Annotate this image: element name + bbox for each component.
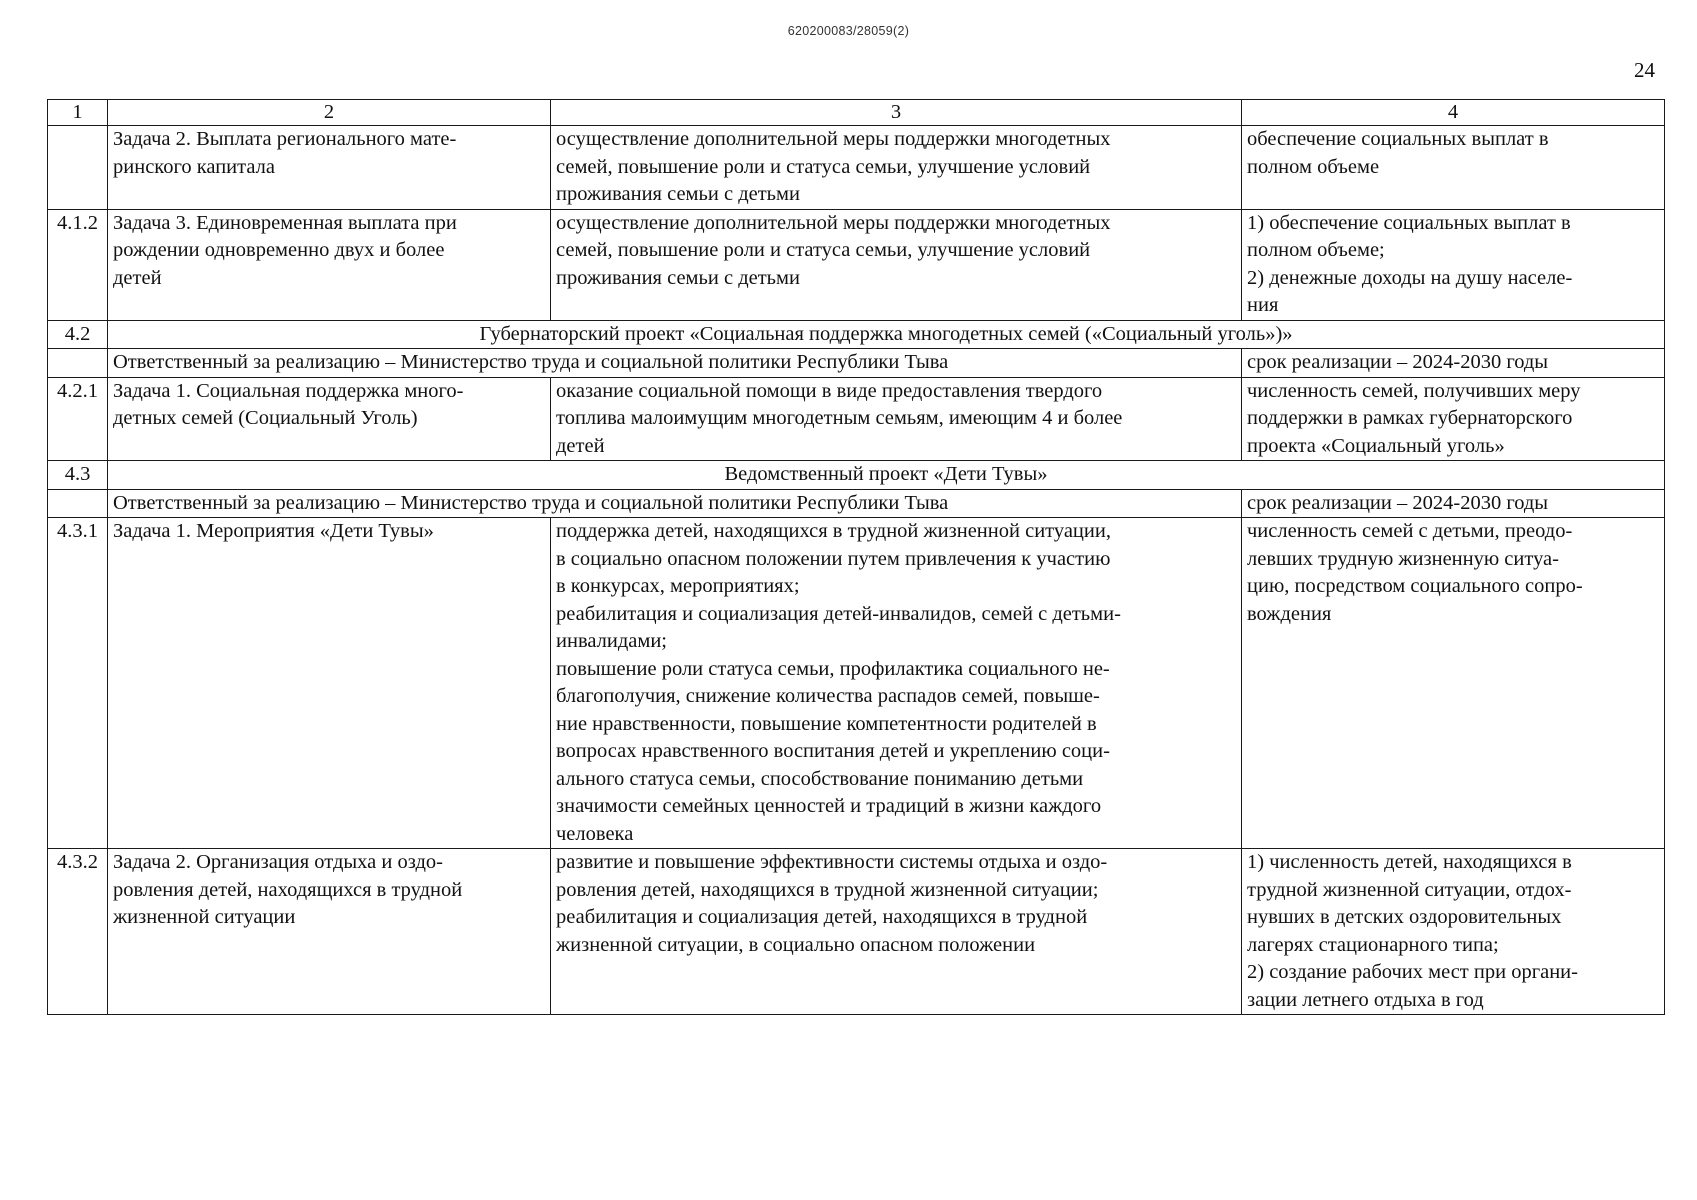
task-cell	[108, 126, 551, 210]
result-line: нувших в детских оздоровительных	[1247, 906, 1562, 928]
result-line: 2) денежные доходы на душу населе-	[1247, 266, 1573, 289]
task-line: ринского капитала	[113, 155, 275, 178]
description-line: осуществление дополнительной меры поддержки многодетных	[556, 211, 1111, 234]
column-number-3: 3	[551, 100, 1242, 126]
term-text: срок реализации – 2024-2030 годы	[1242, 489, 1665, 518]
row-number: 4.1.2	[48, 209, 108, 320]
result-cell	[1242, 377, 1665, 461]
result-line: ния	[1247, 294, 1279, 316]
column-number-4: 4	[1242, 100, 1665, 126]
row-number: 4.3.1	[48, 518, 108, 849]
section-header-row	[48, 320, 1665, 349]
description-line: в социально опасном положении путем привлечения к участию	[556, 547, 1111, 570]
description-line: значимости семейных ценностей и традиций в жизни каждого	[556, 795, 1102, 817]
description-line: поддержка детей, находящихся в трудной жизненной ситуации,	[556, 520, 1111, 542]
result-cell	[1242, 518, 1665, 849]
term-text: срок реализации – 2024-2030 годы	[1242, 349, 1665, 378]
task-line: Задача 3. Единовременная выплата при	[113, 211, 457, 234]
description-line: детей	[556, 434, 605, 457]
column-number-1: 1	[48, 100, 108, 126]
result-line: полном объеме;	[1247, 239, 1385, 261]
result-line: проекта «Социальный уголь»	[1247, 434, 1505, 457]
task-line: Задача 2. Организация отдыха и оздо-	[113, 851, 443, 873]
description-line: жизненной ситуации, в социально опасном положении	[556, 933, 1036, 956]
result-cell	[1242, 209, 1665, 320]
result-line: 2) создание рабочих мест при органи-	[1247, 961, 1578, 983]
result-line: трудной жизненной ситуации, отдох-	[1247, 878, 1572, 901]
task-line: ровления детей, находящихся в трудной	[113, 878, 463, 901]
description-line: ние нравственности, повышение компетентности родителей в	[556, 712, 1097, 735]
task-line: детей	[113, 266, 162, 289]
table-row	[48, 518, 1665, 849]
section-header-row	[48, 461, 1665, 490]
description-line: проживания семьи с детьми	[556, 266, 800, 289]
column-number-row	[48, 100, 1665, 126]
row-number-empty	[48, 489, 108, 518]
description-line: оказание социальной помощи в виде предоставления твердого	[556, 379, 1103, 402]
row-number: 4.3	[48, 461, 108, 490]
description-line: вопросах нравственного воспитания детей и укреплению соци-	[556, 740, 1110, 762]
description-line: семей, повышение роли и статуса семьи, улучшение условий	[556, 239, 1091, 261]
result-line: численность семей с детьми, преодо-	[1247, 520, 1573, 542]
description-cell	[551, 849, 1242, 1015]
description-line: осуществление дополнительной меры поддержки многодетных	[556, 128, 1111, 150]
table-row	[48, 126, 1665, 210]
description-line: топлива малоимущим многодетным семьям, имеющим 4 и более	[556, 407, 1123, 429]
description-line: ровления детей, находящихся в трудной жизненной ситуации;	[556, 878, 1099, 901]
description-cell	[551, 377, 1242, 461]
section-title: Губернаторский проект «Социальная поддержка многодетных семей («Социальный уголь»)»	[108, 320, 1665, 349]
result-line: 1) обеспечение социальных выплат в	[1247, 211, 1571, 234]
task-cell	[108, 377, 551, 461]
description-line: в конкурсах, мероприятиях;	[556, 575, 800, 597]
section-title: Ведомственный проект «Дети Тувы»	[108, 461, 1665, 490]
result-line: лагерях стационарного типа;	[1247, 933, 1499, 956]
description-cell	[551, 518, 1242, 849]
task-line: Задача 1. Социальная поддержка много-	[113, 379, 464, 402]
task-line: жизненной ситуации	[113, 906, 296, 928]
row-number: 4.2.1	[48, 377, 108, 461]
row-number: 4.2	[48, 320, 108, 349]
description-line: семей, повышение роли и статуса семьи, улучшение условий	[556, 155, 1091, 178]
description-line: человека	[556, 822, 634, 845]
result-cell	[1242, 849, 1665, 1015]
responsible-row	[48, 349, 1665, 378]
result-cell	[1242, 126, 1665, 210]
task-line: Задача 1. Мероприятия «Дети Тувы»	[113, 520, 434, 542]
task-line: детных семей (Социальный Уголь)	[113, 407, 418, 429]
task-cell	[108, 849, 551, 1015]
row-number-empty	[48, 349, 108, 378]
description-line: реабилитация и социализация детей, находящихся в трудной	[556, 906, 1088, 928]
result-line: зации летнего отдыха в год	[1247, 988, 1484, 1011]
description-line: проживания семьи с детьми	[556, 183, 800, 205]
result-line: поддержки в рамках губернаторского	[1247, 407, 1573, 429]
page-number: 24	[1634, 58, 1655, 82]
table-row	[48, 209, 1665, 320]
result-line: полном объеме	[1247, 155, 1380, 178]
document-id: 620200083/28059(2)	[787, 24, 910, 38]
task-cell	[108, 209, 551, 320]
result-line: 1) численность детей, находящихся в	[1247, 851, 1572, 873]
description-line: реабилитация и социализация детей-инвалидов, семей с детьми-	[556, 602, 1121, 625]
responsible-text: Ответственный за реализацию – Министерство труда и социальной политики Республики Тыва	[108, 489, 1242, 518]
result-line: обеспечение социальных выплат в	[1247, 128, 1549, 150]
description-line: развитие и повышение эффективности системы отдыха и оздо-	[556, 851, 1108, 873]
row-number	[48, 126, 108, 210]
description-line: благополучия, снижение количества распадов семей, повыше-	[556, 685, 1100, 707]
description-cell	[551, 209, 1242, 320]
task-line: Задача 2. Выплата регионального мате-	[113, 128, 457, 150]
description-line: ального статуса семьи, способствование пониманию детьми	[556, 767, 1084, 790]
responsible-row	[48, 489, 1665, 518]
description-cell	[551, 126, 1242, 210]
row-number: 4.3.2	[48, 849, 108, 1015]
column-number-2: 2	[108, 100, 551, 126]
task-line: рождении одновременно двух и более	[113, 239, 445, 261]
result-line: левших трудную жизненную ситуа-	[1247, 547, 1559, 570]
description-line: повышение роли статуса семьи, профилактика социального не-	[556, 657, 1110, 680]
result-line: вождения	[1247, 602, 1332, 625]
task-cell	[108, 518, 551, 849]
result-line: цию, посредством социального сопро-	[1247, 575, 1583, 597]
table-row	[48, 849, 1665, 1015]
table-row	[48, 377, 1665, 461]
responsible-text: Ответственный за реализацию – Министерство труда и социальной политики Республики Тыва	[108, 349, 1242, 378]
program-table	[47, 99, 1665, 1015]
result-line: численность семей, получивших меру	[1247, 379, 1581, 402]
description-line: инвалидами;	[556, 630, 667, 652]
